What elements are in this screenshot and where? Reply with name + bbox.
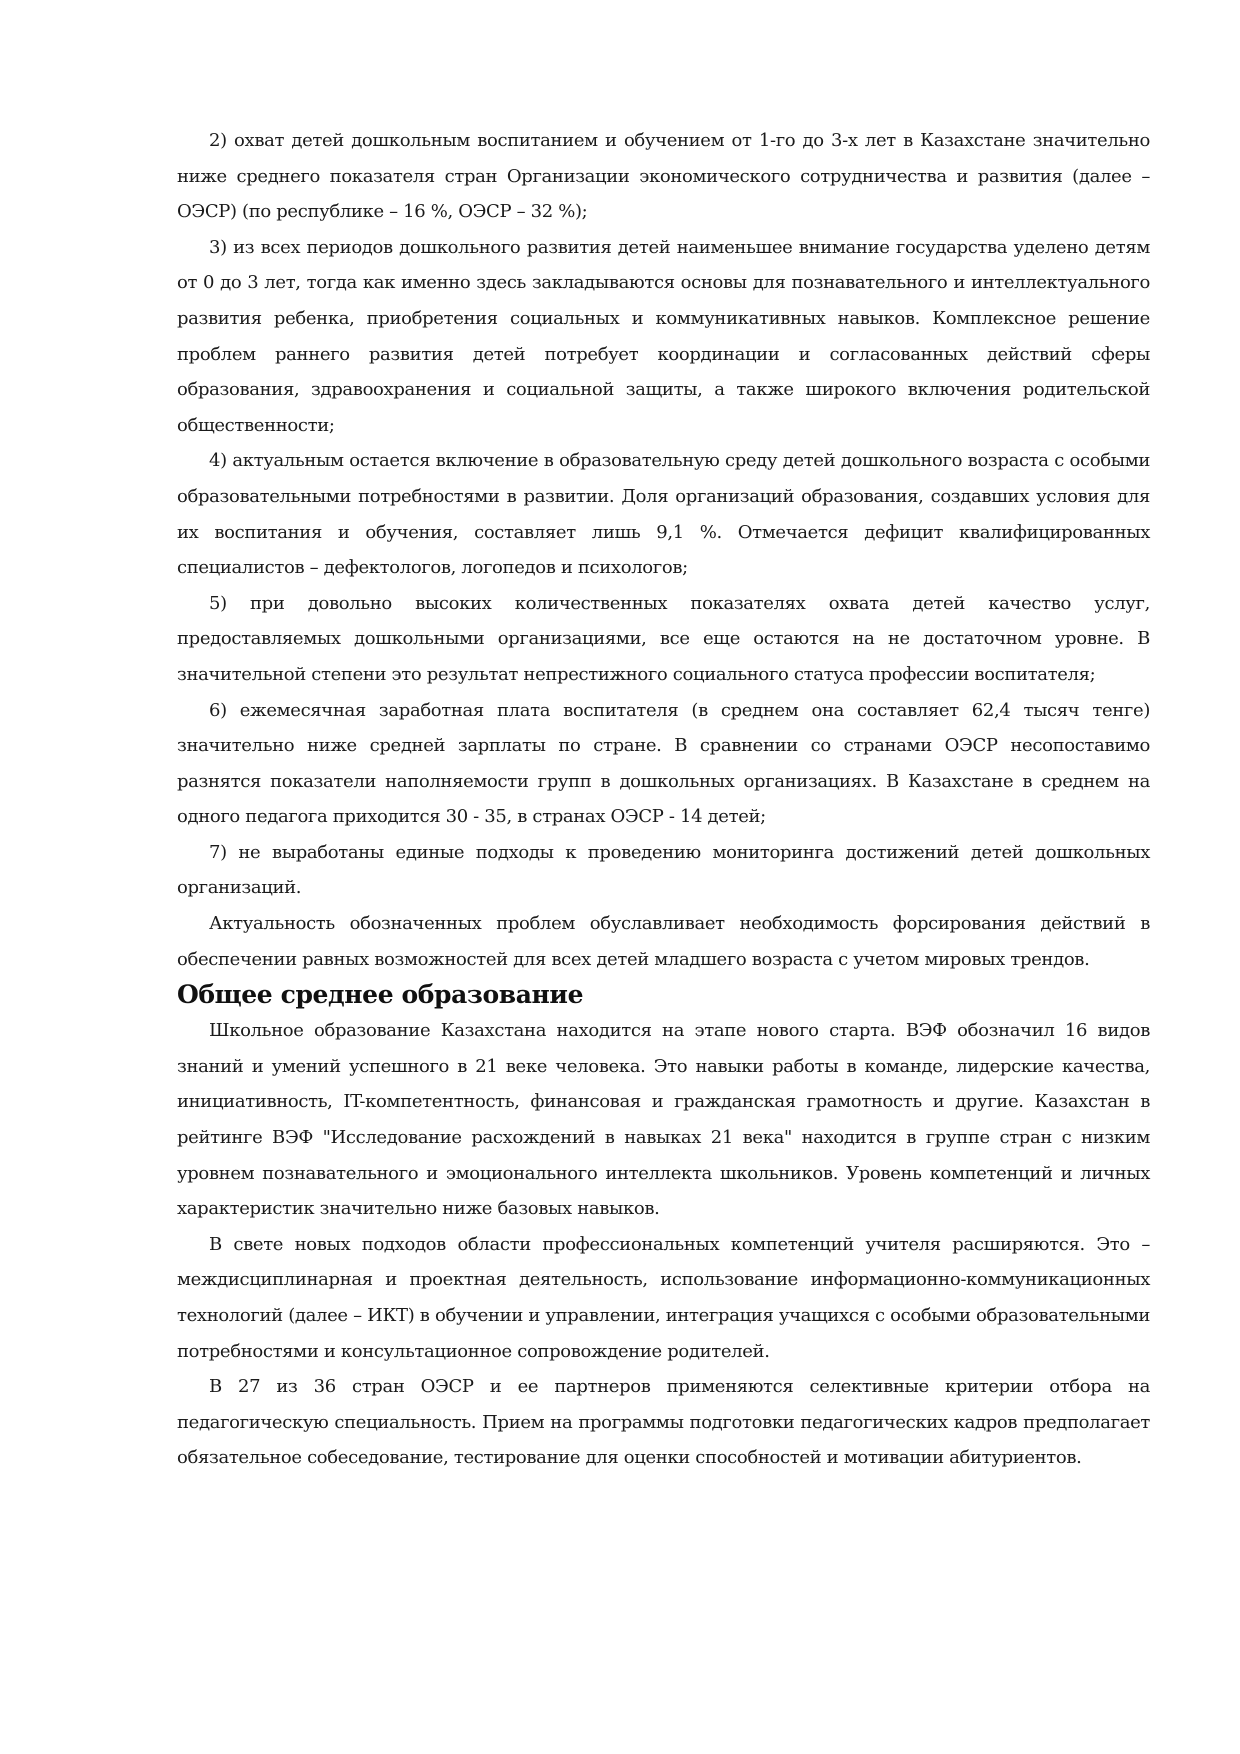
paragraph-school-education: Школьное образование Казахстана находится на этапе нового старта. ВЭФ обозначил 16 видов знаний и умений успешного в 21 веке человека. Это навыки работы в команде, лидерские качества, инициативность, IT-компетентность, финансовая и гражданская грамотность и другие. Казахстан в рейтинге ВЭФ "Исследование расхождений в навыках 21 века" находится в группе стран с низким уровнем познавательного и эмоционального интеллекта школьников. Уровень компетенций и личных характеристик значительно ниже базовых навыков. [177, 1020, 1150, 1220]
paragraph-item-7: 7) не выработаны единые подходы к проведению мониторинга достижений детей дошкольных организаций. [177, 841, 1150, 899]
paragraph-item-3: 3) из всех периодов дошкольного развития детей наименьшее внимание государства уделено детям от 0 до 3 лет, тогда как именно здесь закладываются основы для познавательного и интеллектуального развития ребенка, приобретения социальных и коммуникативных навыков. Комплексное решение проблем раннего развития детей потребует координации и согласованных действий сферы образования, здравоохранения и социальной защиты, а также широкого включения родительской общественности; [177, 236, 1150, 436]
paragraph-item-4: 4) актуальным остается включение в образовательную среду детей дошкольного возраста с особыми образовательными потребностями в развитии. Доля организаций образования, создавших условия для их воспитания и обучения, составляет лишь 9,1 %. Отмечается дефицит квалифицированных специалистов – дефектологов, логопедов и психологов; [177, 450, 1150, 579]
paragraph-conclusion: Актуальность обозначенных проблем обуславливает необходимость форсирования действий в обеспечении равных возможностей для всех детей младшего возраста с учетом мировых трендов. [177, 913, 1150, 970]
paragraph-item-2: 2) охват детей дошкольным воспитанием и обучением от 1-го до 3-х лет в Казахстане значительно ниже среднего показателя стран Организации экономического сотрудничества и развития (далее – ОЭСР) (по республике – 16 %, ОЭСР – 32 %); [177, 130, 1150, 223]
paragraph-item-6: 6) ежемесячная заработная плата воспитателя (в среднем она составляет 62,4 тысяч тенге) значительно ниже средней зарплаты по стране. В сравнении со странами ОЭСР несопоставимо разнятся показатели наполняемости групп в дошкольных организациях. В Казахстане в среднем на одного педагога приходится 30 - 35, в странах ОЭСР - 14 детей; [177, 699, 1150, 828]
paragraph-item-5: 5) при довольно высоких количественных показателях охвата детей качество услуг, предоставляемых дошкольными организациями, все еще остаются на не достаточном уровне. В значительной степени это результат непрестижного социального статуса профессии воспитателя; [177, 592, 1150, 685]
paragraph-oecd-selection: В 27 из 36 стран ОЭСР и ее партнеров применяются селективные критерии отбора на педагогическую специальность. Прием на программы подготовки педагогических кадров предполагает обязательное собеседование, тестирование для оценки способностей и мотивации абитуриентов. [177, 1376, 1150, 1469]
document-page [177, 123, 1150, 1476]
paragraph-teacher-competencies: В свете новых подходов области профессиональных компетенций учителя расширяются. Это – междисциплинарная и проектная деятельность, использование информационно-коммуникационных технологий (далее – ИКТ) в обучении и управлении, интеграция учащихся с особыми образовательными потребностями и консультационное сопровождение родителей. [177, 1233, 1150, 1362]
section-heading: Общее среднее образование [177, 980, 584, 1010]
